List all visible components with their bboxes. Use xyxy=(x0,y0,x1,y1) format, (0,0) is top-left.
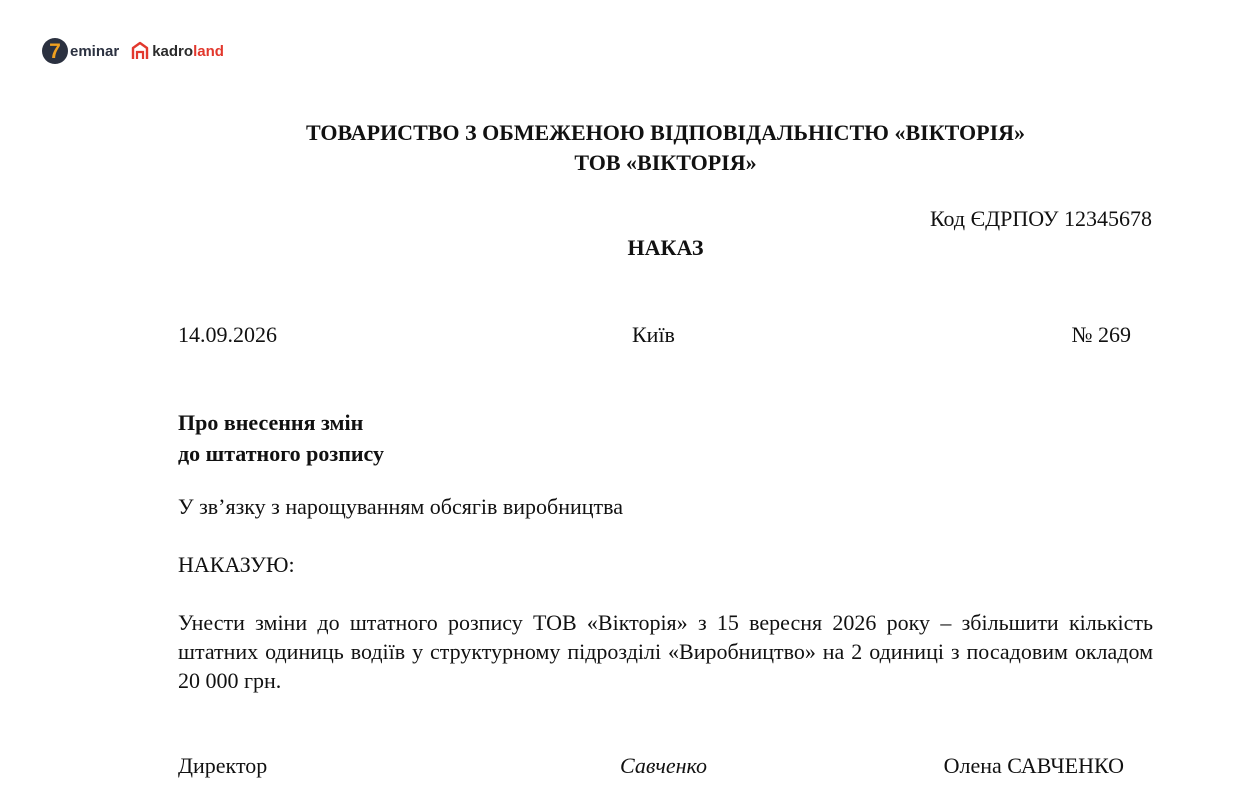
logos-bar xyxy=(42,38,224,64)
kadroland-logo-accent: land xyxy=(193,42,224,60)
house-logo-icon xyxy=(131,41,149,61)
kadroland-logo xyxy=(131,41,224,61)
7eminar-logo xyxy=(42,38,119,64)
edrpou-code: Код ЄДРПОУ 12345678 xyxy=(929,206,1152,231)
signer-name: Олена САВЧЕНКО xyxy=(943,753,1124,778)
order-number: № 269 xyxy=(1071,322,1131,347)
company-short-name: ТОВ «ВІКТОРІЯ» xyxy=(574,150,757,175)
seven-mark: 7 xyxy=(49,39,61,63)
signer-signature: Савченко xyxy=(620,753,708,778)
order-city: Київ xyxy=(632,322,675,347)
order-subject-line-1: Про внесення змін xyxy=(178,410,364,435)
kadroland-logo-main: kadro xyxy=(152,42,194,60)
order-subject-line-2: до штатного розпису xyxy=(178,441,385,466)
order-subject xyxy=(178,407,384,469)
order-directive-word: НАКАЗУЮ: xyxy=(178,552,295,577)
order-date: 14.09.2026 xyxy=(178,322,277,347)
7eminar-logo-text: eminar xyxy=(70,42,120,60)
document-title: НАКАЗ xyxy=(627,235,704,260)
kadroland-logo-text xyxy=(152,43,224,60)
order-reason: У зв’язку з нарощуванням обсягів виробництва xyxy=(178,494,624,519)
company-full-name: ТОВАРИСТВО З ОБМЕЖЕНОЮ ВІДПОВІДАЛЬНІСТЮ «ВІКТОРІЯ» xyxy=(305,120,1026,145)
signer-position: Директор xyxy=(178,753,268,778)
seven-circle-logo-icon xyxy=(42,38,68,64)
order-body-text: Унести зміни до штатного розпису ТОВ «Вікторія» з 15 вересня 2026 року – збільшити кількість штатних одиниць водіїв у структурному підрозділі «Виробництво» на 2 одиниці з посадовим окладом 20 000 грн. xyxy=(178,610,1153,693)
